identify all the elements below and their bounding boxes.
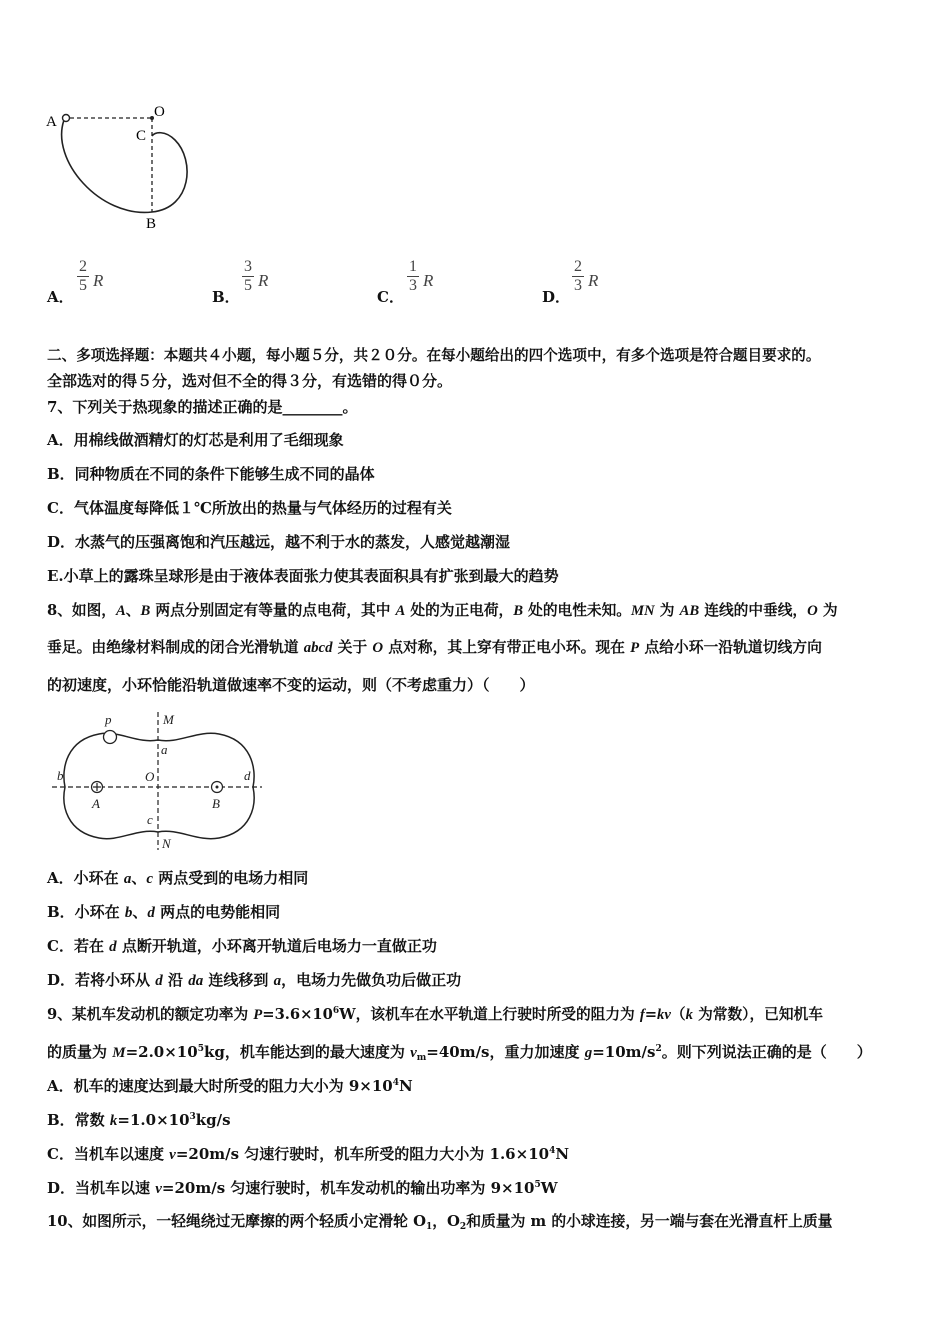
q8-stem-line3: 的初速度，小环恰能沿轨道做速率不变的运动，则（不考虑重力）（ ） [47, 676, 535, 694]
q9-stem-line1: 9、某机车发动机的额定功率为 $P=3.6\times 10^6W$，该机车在水平轨道上行驶时所受的阻力为 f=kv（k 为常数），已知机车 [47, 1006, 823, 1023]
fig1-label-b: B [146, 216, 157, 232]
q8-stem-line2: 垂足。由绝缘材料制成的闭合光滑轨道 abcd 关于 O 点对称，其上穿有带正电小环。现在 P 点给小环一沿轨道切线方向 [47, 639, 822, 656]
q6-fraction: $\frac{2}{5}$ [79, 258, 87, 294]
q6-var: R [93, 271, 104, 290]
q8-option-d: D．若将小环从 d 沿 da 连线移到 a，电场力先做负功后做正功 [47, 971, 462, 989]
fig1-label-c: C [136, 128, 147, 144]
q8-fig-label-n: N [162, 836, 171, 851]
q6-option-letter: B． [212, 288, 240, 306]
q8-fig-label-c: c [147, 812, 153, 827]
q7-stem: 7、下列关于热现象的描述正确的是________。 [47, 398, 358, 416]
q8-option-c: C．若在 d 点断开轨道，小环离开轨道后电场力一直做正功 [47, 937, 437, 955]
q6-fraction: $\frac{3}{5}$ [244, 258, 252, 294]
q8-fig-label-o: O [145, 769, 155, 784]
q8-fig-label-d: d [244, 768, 251, 783]
q6-option-letter: C． [377, 288, 404, 306]
q6-option-letter: A． [47, 288, 74, 306]
q8-fig-label-b-charge: B [212, 796, 220, 811]
q7-option-b: B．同种物质在不同的条件下能够生成不同的晶体 [47, 465, 375, 483]
q8-option-a: A．小环在 a、c 两点受到的电场力相同 [47, 869, 309, 887]
section-heading: 二、多项选择题：本题共４小题，每小题５分，共２０分。在每小题给出的四个选项中，有多个选项是符合题目要求的。 [47, 347, 821, 364]
q8-fig-label-p: p [105, 712, 112, 727]
q7-option-c: C．气体温度每降低１℃所放出的热量与气体经历的过程有关 [47, 499, 452, 517]
q9-stem-line2: 的质量为 $M=2.0\times 10^5kg$，机车能达到的最大速度为 $v_m=40m/s$，重力加速度 $g=10m/s^2$。则下列说法正确的是（ ） [47, 1043, 872, 1063]
q9-option-a: A．机车的速度达到最大时所受的阻力大小为 $9\times 10^4N$ [47, 1077, 413, 1095]
q6-var: R [258, 271, 269, 290]
q6-option-letter: D． [542, 288, 571, 306]
q7-option-a: A．用棉线做酒精灯的灯芯是利用了毛细现象 [47, 431, 344, 449]
q9-option-b: B．常数 $k=1.0\times 10^3kg/s$ [47, 1111, 231, 1129]
q9-option-d: D．当机车以速 v=20m/s 匀速行驶时，机车发动机的输出功率为 $9\times 10^5W$ [47, 1179, 558, 1197]
figure-track-charges [47, 708, 272, 854]
q7-option-d: D．水蒸气的压强离饱和汽压越远，越不利于水的蒸发，人感觉越潮湿 [47, 533, 511, 551]
fig1-label-o: O [154, 104, 165, 120]
fig1-label-a: A [46, 114, 57, 130]
q6-var: R [423, 271, 434, 290]
q8-option-b: B．小环在 b、d 两点的电势能相同 [47, 903, 281, 921]
q8-fig-label-a: a [161, 742, 168, 757]
q8-fig-label-a-charge: A [92, 796, 100, 811]
q6-var: R [588, 271, 599, 290]
figure-loop-track [40, 100, 210, 240]
q9-option-c: C．当机车以速度 v=20m/s 匀速行驶时，机车所受的阻力大小为 $1.6\times 10^4N$ [47, 1145, 570, 1163]
q7-option-e: E.小草上的露珠呈球形是由于液体表面张力使其表面积具有扩张到最大的趋势 [47, 567, 559, 585]
section-heading-cont: 全部选对的得５分，选对但不全的得３分，有选错的得０分。 [47, 372, 453, 390]
q8-fig-label-m: M [163, 712, 174, 727]
q10-stem-line1: 10、如图所示，一轻绳绕过无摩擦的两个轻质小定滑轮 $O_1$，$O_2$和质量为 m 的小球连接，另一端与套在光滑直杆上质量 [47, 1213, 833, 1232]
q6-fraction: $\frac{1}{3}$ [409, 258, 417, 294]
q6-fraction: $\frac{2}{3}$ [574, 258, 582, 294]
q8-fig-label-b: b [57, 768, 64, 783]
q8-stem-line1: 8、如图，A、B 两点分别固定有等量的点电荷，其中 A 处的为正电荷，B 处的电性未知。MN 为 AB 连线的中垂线，O 为 [47, 602, 838, 619]
